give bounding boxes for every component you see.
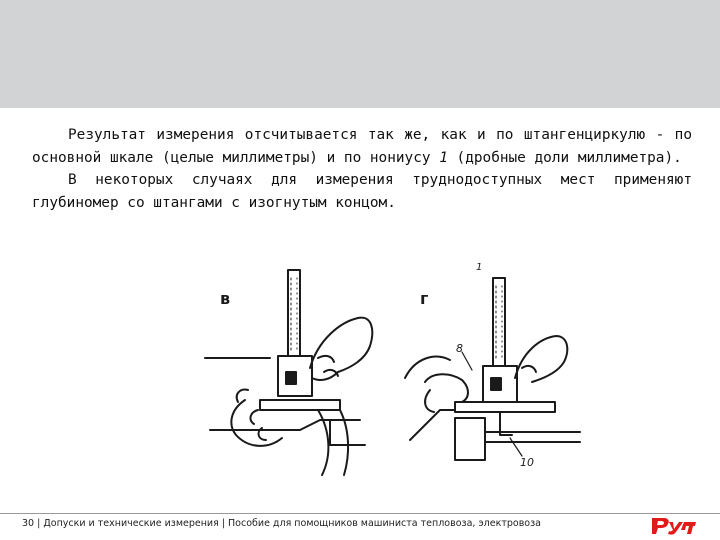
figure-g bbox=[405, 278, 580, 460]
footer-divider bbox=[0, 513, 720, 514]
depth-gauge-illustration bbox=[200, 260, 590, 480]
figure-label-top: 1 bbox=[476, 262, 483, 273]
paragraph-2: В некоторых случаях для измерения труднодоступных мест применяют глубиномер со штангами с изогнутым концом. bbox=[32, 172, 692, 211]
figure-label-right: г bbox=[420, 289, 429, 308]
footer-caption: 30 | Допуски и технические измерения | Пособие для помощников машиниста тепловоза, электровоза bbox=[22, 518, 541, 529]
header-band bbox=[0, 0, 720, 108]
vernier-ref-number: 1 bbox=[439, 149, 448, 166]
body-text bbox=[32, 124, 692, 214]
figure-label-left: в bbox=[220, 289, 231, 308]
rzd-logo bbox=[650, 514, 698, 536]
paragraph-1 bbox=[32, 124, 692, 169]
paragraph-1-text-a: Результат измерения отсчитывается так же, как и по штангенциркулю - по основной шкале (целые миллиметры) и по нониусу bbox=[32, 127, 692, 166]
figure-label-8: 8 bbox=[456, 342, 463, 355]
paragraph-1-text-b: (дробные доли миллиметра). bbox=[447, 149, 682, 166]
figure-label-10: 10 bbox=[520, 456, 534, 469]
